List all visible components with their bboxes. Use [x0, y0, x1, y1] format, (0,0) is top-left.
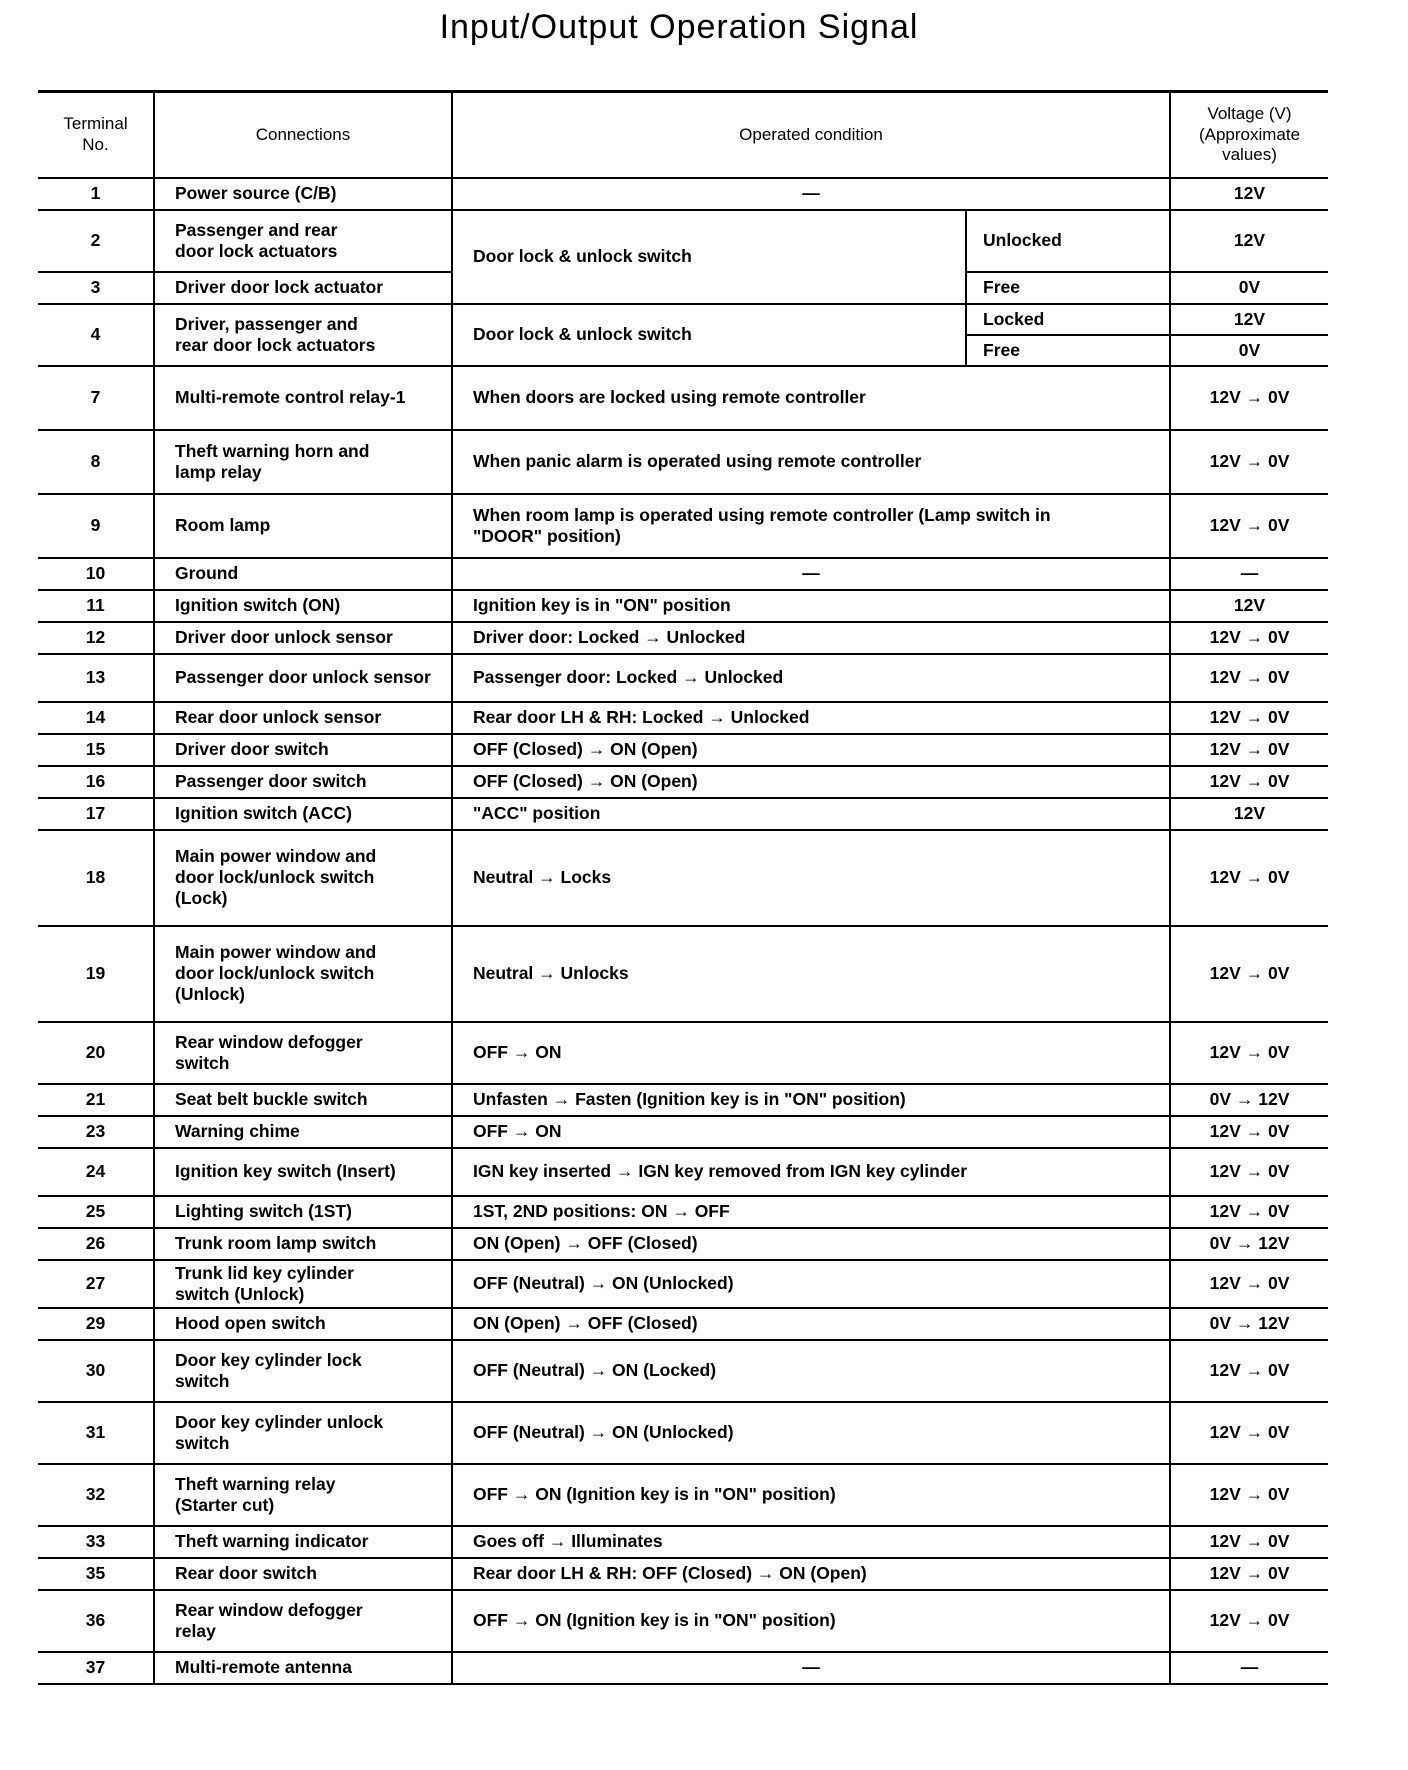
connection: Lighting switch (1ST) — [154, 1196, 452, 1228]
connection: Multi-remote control relay-1 — [154, 366, 452, 430]
table-row — [38, 1464, 1328, 1526]
operated-condition: When room lamp is operated using remote controller (Lamp switch in "DOOR" position) — [452, 494, 1170, 558]
terminal-no: 25 — [38, 1196, 154, 1228]
voltage: 0V → 12V — [1170, 1308, 1328, 1340]
voltage: 0V → 12V — [1170, 1228, 1328, 1260]
terminal-no: 18 — [38, 830, 154, 926]
operated-condition: OFF → ON — [452, 1022, 1170, 1084]
terminal-no: 7 — [38, 366, 154, 430]
table-row — [38, 366, 1328, 430]
terminal-no: 24 — [38, 1148, 154, 1196]
table-row — [38, 798, 1328, 830]
operated-condition: Ignition key is in "ON" position — [452, 590, 1170, 622]
voltage: 12V → 0V — [1170, 702, 1328, 734]
table-header-row — [38, 92, 1328, 178]
table-row — [38, 430, 1328, 494]
table-row — [38, 1022, 1328, 1084]
terminal-no: 26 — [38, 1228, 154, 1260]
connection: Trunk room lamp switch — [154, 1228, 452, 1260]
operated-condition: Driver door: Locked → Unlocked — [452, 622, 1170, 654]
voltage: 0V — [1170, 272, 1328, 304]
terminal-no: 36 — [38, 1590, 154, 1652]
table-row — [38, 590, 1328, 622]
terminal-no: 8 — [38, 430, 154, 494]
header-terminal-no: Terminal No. — [38, 92, 154, 178]
operated-condition: Goes off → Illuminates — [452, 1526, 1170, 1558]
connection: Trunk lid key cylinder switch (Unlock) — [154, 1260, 452, 1308]
terminal-no: 20 — [38, 1022, 154, 1084]
table-row — [38, 1228, 1328, 1260]
terminal-no: 21 — [38, 1084, 154, 1116]
terminal-no: 4 — [38, 304, 154, 366]
table-row — [38, 494, 1328, 558]
connection: Theft warning relay (Starter cut) — [154, 1464, 452, 1526]
switch-state: Free — [966, 272, 1170, 304]
voltage: 12V → 0V — [1170, 1022, 1328, 1084]
table-row — [38, 558, 1328, 590]
connection: Door key cylinder unlock switch — [154, 1402, 452, 1464]
connection: Ignition switch (ACC) — [154, 798, 452, 830]
table-row — [38, 766, 1328, 798]
table-row — [38, 926, 1328, 1022]
connection: Passenger door switch — [154, 766, 452, 798]
io-signal-table — [38, 90, 1328, 1685]
connection: Room lamp — [154, 494, 452, 558]
voltage: 12V → 0V — [1170, 1116, 1328, 1148]
voltage: 12V → 0V — [1170, 1148, 1328, 1196]
connection: Seat belt buckle switch — [154, 1084, 452, 1116]
header-voltage: Voltage (V) (Approximate values) — [1170, 92, 1328, 178]
connection: Ignition key switch (Insert) — [154, 1148, 452, 1196]
connection: Passenger door unlock sensor — [154, 654, 452, 702]
terminal-no: 11 — [38, 590, 154, 622]
voltage: 12V → 0V — [1170, 1590, 1328, 1652]
voltage: 12V → 0V — [1170, 1558, 1328, 1590]
voltage: 12V → 0V — [1170, 430, 1328, 494]
connection: Hood open switch — [154, 1308, 452, 1340]
table-row — [38, 304, 1328, 335]
operated-condition: OFF (Closed) → ON (Open) — [452, 734, 1170, 766]
operated-condition: OFF → ON — [452, 1116, 1170, 1148]
operated-condition: 1ST, 2ND positions: ON → OFF — [452, 1196, 1170, 1228]
table-row — [38, 1340, 1328, 1402]
voltage: 0V → 12V — [1170, 1084, 1328, 1116]
operated-condition: Neutral → Unlocks — [452, 926, 1170, 1022]
table-row — [38, 1196, 1328, 1228]
voltage: 12V → 0V — [1170, 366, 1328, 430]
operated-condition: Door lock & unlock switch — [452, 304, 966, 366]
connection: Multi-remote antenna — [154, 1652, 452, 1684]
header-connections: Connections — [154, 92, 452, 178]
voltage: 12V → 0V — [1170, 1196, 1328, 1228]
connection: Theft warning indicator — [154, 1526, 452, 1558]
page-title: Input/Output Operation Signal — [439, 8, 919, 46]
table-row — [38, 1652, 1328, 1684]
table-row — [38, 178, 1328, 210]
switch-state: Locked — [966, 304, 1170, 335]
terminal-no: 35 — [38, 1558, 154, 1590]
table-row — [38, 1526, 1328, 1558]
table-row — [38, 1116, 1328, 1148]
operated-condition: OFF → ON (Ignition key is in "ON" position) — [452, 1464, 1170, 1526]
terminal-no: 3 — [38, 272, 154, 304]
table-row — [38, 1402, 1328, 1464]
operated-condition: OFF (Closed) → ON (Open) — [452, 766, 1170, 798]
connection: Driver door unlock sensor — [154, 622, 452, 654]
header-operated-condition: Operated condition — [452, 92, 1170, 178]
table-row — [38, 734, 1328, 766]
operated-condition: When doors are locked using remote controller — [452, 366, 1170, 430]
operated-condition: Door lock & unlock switch — [452, 210, 966, 304]
connection: Power source (C/B) — [154, 178, 452, 210]
table-row — [38, 622, 1328, 654]
voltage: 0V — [1170, 335, 1328, 366]
voltage: 12V → 0V — [1170, 766, 1328, 798]
operated-condition: OFF (Neutral) → ON (Locked) — [452, 1340, 1170, 1402]
terminal-no: 32 — [38, 1464, 154, 1526]
terminal-no: 10 — [38, 558, 154, 590]
voltage: — — [1170, 558, 1328, 590]
voltage: 12V → 0V — [1170, 494, 1328, 558]
operated-condition: IGN key inserted → IGN key removed from IGN key cylinder — [452, 1148, 1170, 1196]
voltage: 12V → 0V — [1170, 1464, 1328, 1526]
operated-condition: Unfasten → Fasten (Ignition key is in "ON" position) — [452, 1084, 1170, 1116]
connection: Rear window defogger switch — [154, 1022, 452, 1084]
terminal-no: 2 — [38, 210, 154, 272]
terminal-no: 9 — [38, 494, 154, 558]
switch-state: Free — [966, 335, 1170, 366]
operated-condition: OFF (Neutral) → ON (Unlocked) — [452, 1402, 1170, 1464]
connection: Rear window defogger relay — [154, 1590, 452, 1652]
connection: Driver door lock actuator — [154, 272, 452, 304]
table-row — [38, 1084, 1328, 1116]
terminal-no: 19 — [38, 926, 154, 1022]
operated-condition: "ACC" position — [452, 798, 1170, 830]
operated-condition: — — [452, 178, 1170, 210]
terminal-no: 13 — [38, 654, 154, 702]
terminal-no: 15 — [38, 734, 154, 766]
table-row — [38, 1308, 1328, 1340]
terminal-no: 16 — [38, 766, 154, 798]
terminal-no: 23 — [38, 1116, 154, 1148]
connection: Theft warning horn and lamp relay — [154, 430, 452, 494]
terminal-no: 33 — [38, 1526, 154, 1558]
terminal-no: 37 — [38, 1652, 154, 1684]
operated-condition: — — [452, 558, 1170, 590]
voltage: 12V → 0V — [1170, 734, 1328, 766]
operated-condition: Passenger door: Locked → Unlocked — [452, 654, 1170, 702]
voltage: 12V — [1170, 210, 1328, 272]
terminal-no: 30 — [38, 1340, 154, 1402]
table-row — [38, 830, 1328, 926]
connection: Rear door unlock sensor — [154, 702, 452, 734]
table-row — [38, 654, 1328, 702]
voltage: 12V — [1170, 590, 1328, 622]
voltage: 12V — [1170, 304, 1328, 335]
operated-condition: ON (Open) → OFF (Closed) — [452, 1228, 1170, 1260]
operated-condition: OFF → ON (Ignition key is in "ON" position) — [452, 1590, 1170, 1652]
terminal-no: 31 — [38, 1402, 154, 1464]
table-row — [38, 1590, 1328, 1652]
connection: Rear door switch — [154, 1558, 452, 1590]
voltage: 12V → 0V — [1170, 1402, 1328, 1464]
connection: Main power window and door lock/unlock switch (Unlock) — [154, 926, 452, 1022]
voltage: 12V → 0V — [1170, 830, 1328, 926]
table-row — [38, 702, 1328, 734]
operated-condition: Rear door LH & RH: OFF (Closed) → ON (Open) — [452, 1558, 1170, 1590]
terminal-no: 27 — [38, 1260, 154, 1308]
operated-condition: Neutral → Locks — [452, 830, 1170, 926]
connection: Driver door switch — [154, 734, 452, 766]
table-row — [38, 1260, 1328, 1308]
voltage: 12V — [1170, 798, 1328, 830]
operated-condition: When panic alarm is operated using remote controller — [452, 430, 1170, 494]
voltage: 12V → 0V — [1170, 1526, 1328, 1558]
voltage: 12V → 0V — [1170, 926, 1328, 1022]
connection: Ignition switch (ON) — [154, 590, 452, 622]
connection: Door key cylinder lock switch — [154, 1340, 452, 1402]
terminal-no: 12 — [38, 622, 154, 654]
voltage: 12V — [1170, 178, 1328, 210]
connection: Passenger and rear door lock actuators — [154, 210, 452, 272]
connection: Ground — [154, 558, 452, 590]
operated-condition: Rear door LH & RH: Locked → Unlocked — [452, 702, 1170, 734]
operated-condition: OFF (Neutral) → ON (Unlocked) — [452, 1260, 1170, 1308]
terminal-no: 14 — [38, 702, 154, 734]
connection: Driver, passenger and rear door lock actuators — [154, 304, 452, 366]
voltage: 12V → 0V — [1170, 1260, 1328, 1308]
operated-condition: — — [452, 1652, 1170, 1684]
switch-state: Unlocked — [966, 210, 1170, 272]
terminal-no: 17 — [38, 798, 154, 830]
voltage: 12V → 0V — [1170, 622, 1328, 654]
terminal-no: 29 — [38, 1308, 154, 1340]
connection: Warning chime — [154, 1116, 452, 1148]
connection: Main power window and door lock/unlock switch (Lock) — [154, 830, 452, 926]
terminal-no: 1 — [38, 178, 154, 210]
voltage: 12V → 0V — [1170, 654, 1328, 702]
operated-condition: ON (Open) → OFF (Closed) — [452, 1308, 1170, 1340]
table-row — [38, 1558, 1328, 1590]
voltage: — — [1170, 1652, 1328, 1684]
voltage: 12V → 0V — [1170, 1340, 1328, 1402]
table-row — [38, 210, 1328, 272]
table-row — [38, 1148, 1328, 1196]
